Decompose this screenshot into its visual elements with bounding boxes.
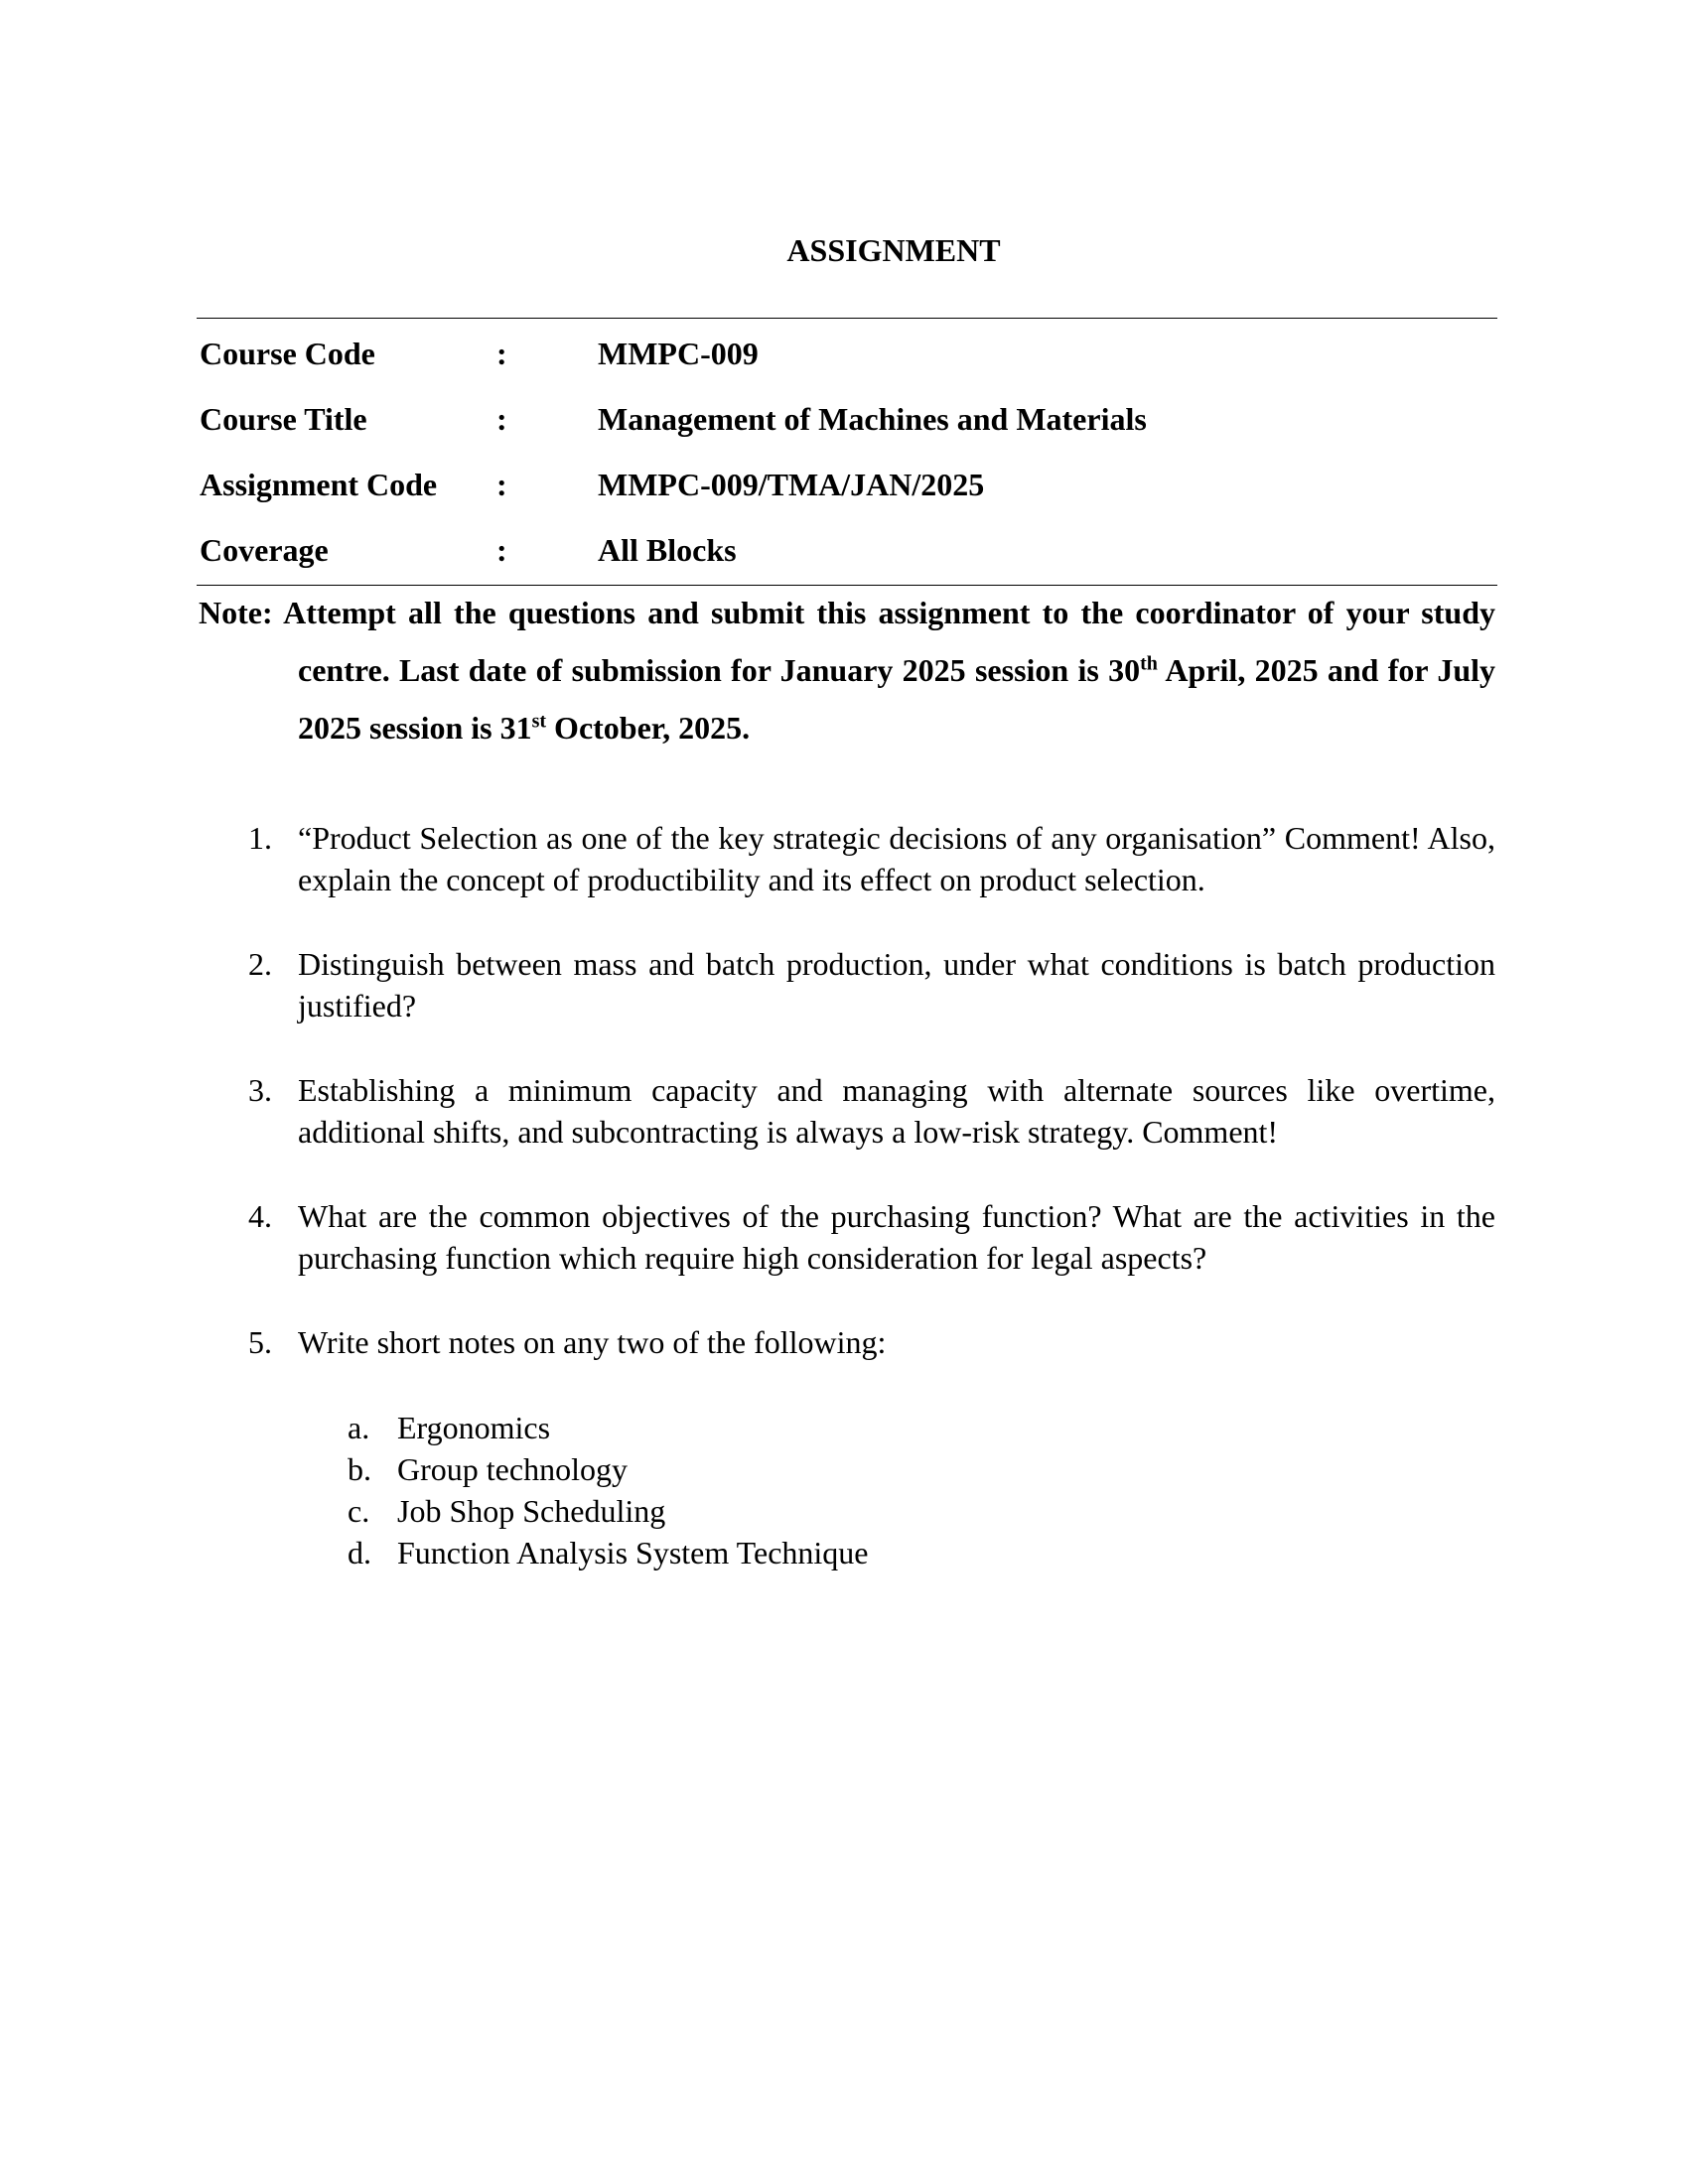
question-number: 5. [248, 1324, 272, 1360]
course-code-row [197, 321, 1497, 386]
option-letter: b. [348, 1451, 371, 1487]
option-letter: a. [348, 1410, 370, 1445]
option-text: Job Shop Scheduling [397, 1493, 666, 1529]
assignment-code-row [197, 452, 1497, 517]
question-text: Distinguish between mass and batch production, under what conditions is batch production justified? [298, 946, 1495, 1024]
assignment-code-value: MMPC-009/TMA/JAN/2025 [598, 467, 985, 502]
option-a [348, 1407, 1495, 1448]
coverage-separator: : [496, 532, 507, 568]
question-number: 2. [248, 946, 272, 982]
note-superscript-1: th [1140, 652, 1158, 675]
option-c [348, 1490, 1495, 1532]
course-title-label: Course Title [200, 401, 367, 437]
assignment-code-separator: : [496, 467, 507, 502]
course-code-separator: : [496, 336, 507, 371]
coverage-row [197, 517, 1497, 583]
short-notes-options [298, 1407, 1495, 1573]
course-title-row [197, 386, 1497, 452]
note-text-part-1: Attempt all the questions and submit this assignment to the coordinator of your study centre. Last date of submission for January 2025 session is 30 [283, 595, 1496, 688]
question-number: 3. [248, 1072, 272, 1108]
note-prefix: Note: [199, 595, 284, 630]
question-text: “Product Selection as one of the key strategic decisions of any organisation” Comment! Also, explain the concept of productibility and its effect on product selection. [298, 820, 1495, 897]
question-1 [248, 817, 1495, 900]
question-number: 1. [248, 820, 272, 856]
option-text: Group technology [397, 1451, 628, 1487]
question-number: 4. [248, 1198, 272, 1234]
note-text-part-3: October, 2025. [546, 710, 751, 746]
question-5 [248, 1321, 1495, 1573]
course-info-table [197, 318, 1497, 586]
question-2 [248, 943, 1495, 1026]
course-code-value: MMPC-009 [598, 336, 759, 371]
course-code-label: Course Code [200, 336, 375, 371]
coverage-label: Coverage [200, 532, 329, 568]
note-superscript-2: st [531, 710, 547, 733]
question-4 [248, 1195, 1495, 1279]
question-text: What are the common objectives of the purchasing function? What are the activities in the purchasing function which require high consideration for legal aspects? [298, 1198, 1495, 1276]
question-3 [248, 1069, 1495, 1153]
course-title-separator: : [496, 401, 507, 437]
option-letter: c. [348, 1493, 370, 1529]
assignment-code-label: Assignment Code [200, 467, 438, 502]
question-list [248, 817, 1495, 1616]
coverage-value: All Blocks [598, 532, 737, 568]
course-title-value: Management of Machines and Materials [598, 401, 1147, 437]
submission-note [199, 584, 1495, 756]
note-text-part-2: April, 2025 and for July 2025 session is 31 [298, 652, 1496, 746]
question-text: Establishing a minimum capacity and managing with alternate sources like overtime, additional shifts, and subcontracting is always a low-risk strategy. Comment! [298, 1072, 1495, 1150]
option-text: Function Analysis System Technique [397, 1535, 869, 1570]
page-title: ASSIGNMENT [786, 232, 1001, 268]
option-b [348, 1448, 1495, 1490]
option-d [348, 1532, 1495, 1573]
option-letter: d. [348, 1535, 371, 1570]
question-text: Write short notes on any two of the following: [298, 1324, 887, 1360]
option-text: Ergonomics [397, 1410, 551, 1445]
